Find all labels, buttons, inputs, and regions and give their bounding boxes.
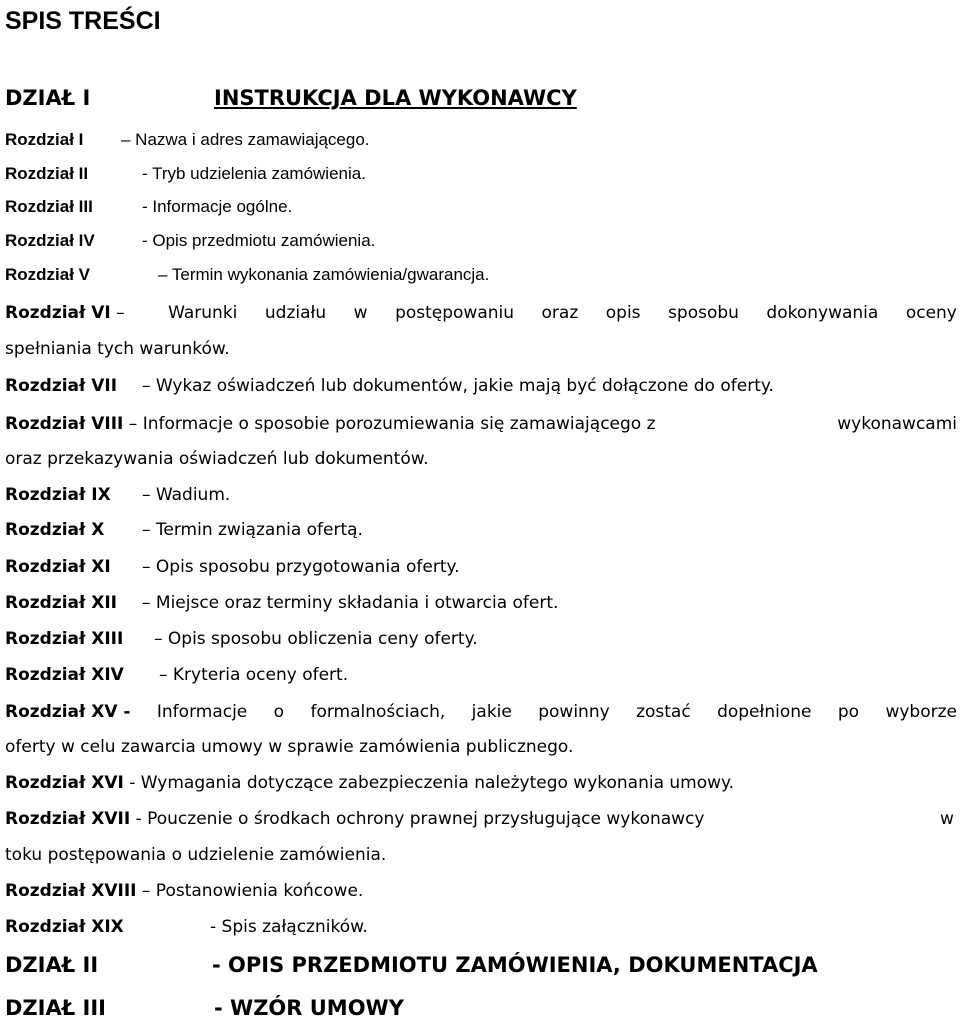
- chapter-label: Rozdział XIX: [5, 917, 124, 937]
- chapter-entry-6: [5, 302, 957, 324]
- chapter-label: Rozdział VIII: [5, 414, 124, 434]
- chapter-label: Rozdział IV: [5, 231, 95, 250]
- section-title: - WZÓR UMOWY: [214, 996, 404, 1020]
- word: wyborze: [885, 702, 957, 722]
- chapter-label: Rozdział II: [5, 164, 89, 183]
- chapter-entry-1: [5, 129, 370, 151]
- word: formalnościach,: [310, 702, 446, 722]
- chapter-entry-17-continuation: toku postępowania o udzielenie zamówienia.: [5, 845, 387, 865]
- chapter-label: Rozdział XIII: [5, 629, 124, 649]
- chapter-entry-18: [5, 880, 363, 902]
- word: powinny: [538, 702, 610, 722]
- chapter-label: Rozdział V: [5, 265, 91, 284]
- section-title: - OPIS PRZEDMIOTU ZAMÓWIENIA, DOKUMENTACJA: [212, 953, 818, 977]
- chapter-entry-17: [5, 808, 954, 830]
- chapter-text: – Opis sposobu obliczenia ceny oferty.: [154, 629, 478, 649]
- chapter-entry-12: [5, 592, 559, 614]
- chapter-label: Rozdział XV -: [5, 702, 131, 722]
- chapter-label: Rozdział VI: [5, 303, 111, 323]
- chapter-text: – Opis sposobu przygotowania oferty.: [142, 557, 460, 577]
- word: o: [273, 702, 285, 722]
- chapter-entry-11: [5, 556, 460, 578]
- chapter-text: - Informacje ogólne.: [142, 197, 293, 216]
- chapter-entry-9: [5, 484, 231, 506]
- word: udziału: [264, 303, 327, 323]
- chapter-text: - Pouczenie o środkach ochrony prawnej przysługujące wykonawcy: [135, 809, 705, 829]
- word: Informacje: [156, 702, 248, 722]
- word: dokonywania: [766, 303, 879, 323]
- chapter-label: Rozdział I: [5, 130, 84, 149]
- chapter-main: [5, 413, 656, 435]
- word: zostać: [636, 702, 691, 722]
- chapter-entry-15-continuation: oferty w celu zawarcia umowy w sprawie zamówienia publicznego.: [5, 737, 574, 757]
- chapter-text: – Kryteria oceny ofert.: [159, 665, 349, 685]
- chapter-entry-16: [5, 772, 734, 794]
- chapter-entry-13: [5, 628, 478, 650]
- chapter-text: – Termin wykonania zamówienia/gwarancja.: [158, 265, 490, 284]
- chapter-entry-8: [5, 413, 957, 435]
- chapter-label: Rozdział XVI: [5, 773, 124, 793]
- page-title: SPIS TREŚCI: [5, 7, 161, 35]
- chapter-entry-8-continuation: oraz przekazywania oświadczeń lub dokumentów.: [5, 449, 429, 469]
- chapter-entry-15: [5, 701, 957, 723]
- chapter-text: – Informacje o sposobie porozumiewania się zamawiającego z: [128, 414, 656, 434]
- section-label: DZIAŁ III: [5, 996, 106, 1020]
- chapter-text: - Spis załączników.: [210, 917, 368, 937]
- chapter-text: - Opis przedmiotu zamówienia.: [142, 231, 376, 250]
- section-2-heading: [5, 951, 818, 979]
- chapter-text: – Wykaz oświadczeń lub dokumentów, jakie mają być dołączone do oferty.: [142, 376, 774, 396]
- chapter-label: Rozdział XIV: [5, 665, 124, 685]
- chapter-entry-10: [5, 519, 363, 541]
- chapter-label: Rozdział IX: [5, 485, 111, 505]
- chapter-label: Rozdział X: [5, 520, 105, 540]
- word: opis: [605, 303, 641, 323]
- chapter-label: Rozdział III: [5, 197, 93, 216]
- chapter-label: Rozdział XVII: [5, 809, 131, 829]
- section-1-heading: [5, 84, 577, 112]
- chapter-label-group: [5, 302, 125, 324]
- chapter-entry-7: [5, 375, 774, 397]
- chapter-entry-6-continuation: spełniania tych warunków.: [5, 339, 230, 359]
- word: oceny: [905, 303, 957, 323]
- section-label: DZIAŁ I: [5, 86, 91, 110]
- chapter-text: – Termin związania ofertą.: [142, 520, 363, 540]
- chapter-text-end: wykonawcami: [837, 414, 957, 434]
- section-3-heading: [5, 994, 404, 1022]
- chapter-entry-2: [5, 163, 366, 185]
- section-label: DZIAŁ II: [5, 953, 99, 977]
- word: w: [353, 303, 368, 323]
- chapter-entry-14: [5, 664, 349, 686]
- word: postępowaniu: [395, 303, 515, 323]
- chapter-text: - Tryb udzielenia zamówienia.: [142, 164, 366, 183]
- chapter-label: Rozdział XVIII: [5, 881, 137, 901]
- chapter-dash: –: [116, 303, 125, 323]
- chapter-entry-3: [5, 196, 293, 218]
- chapter-entry-5: [5, 264, 490, 286]
- word: dopełnione: [717, 702, 812, 722]
- chapter-text: - Wymagania dotyczące zabezpieczenia należytego wykonania umowy.: [129, 773, 735, 793]
- word: sposobu: [668, 303, 739, 323]
- chapter-text: – Miejsce oraz terminy składania i otwarcia ofert.: [142, 593, 559, 613]
- word: po: [837, 702, 860, 722]
- word: oraz: [541, 303, 579, 323]
- chapter-text: – Nazwa i adres zamawiającego.: [121, 130, 370, 149]
- chapter-label: Rozdział VII: [5, 376, 118, 396]
- section-title: INSTRUKCJA DLA WYKONAWCY: [214, 86, 577, 110]
- word: jakie: [471, 702, 512, 722]
- word: Warunki: [168, 303, 238, 323]
- chapter-text-end: w: [940, 809, 954, 829]
- chapter-entry-19: [5, 916, 368, 938]
- chapter-text: – Wadium.: [142, 485, 231, 505]
- chapter-entry-4: [5, 230, 376, 252]
- chapter-text: – Postanowienia końcowe.: [141, 881, 364, 901]
- chapter-label: Rozdział XI: [5, 557, 111, 577]
- chapter-label: Rozdział XII: [5, 593, 118, 613]
